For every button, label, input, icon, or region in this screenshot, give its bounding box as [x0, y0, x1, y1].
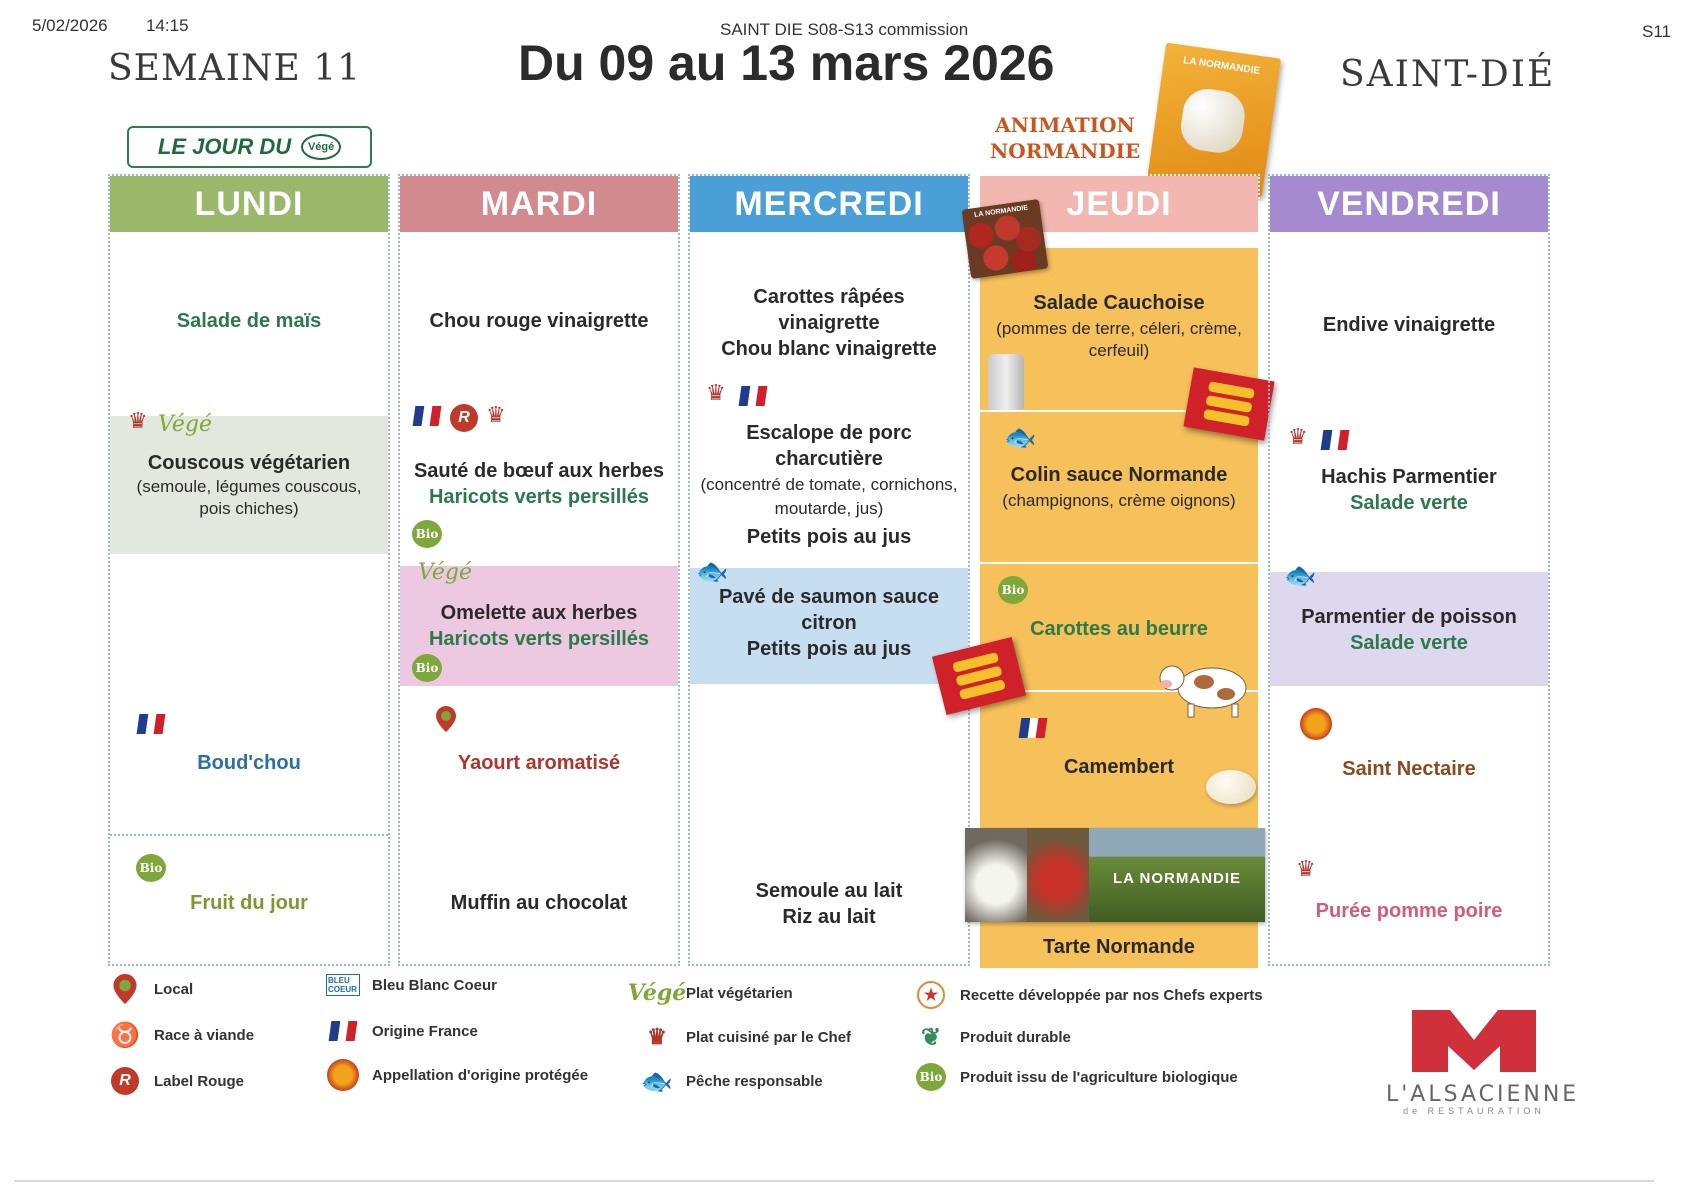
star-badge-icon: ★ [914, 980, 948, 1010]
dairy-photo [965, 828, 1027, 922]
cow-head-icon: ♉ [110, 1021, 140, 1049]
legend-local-label: Local [154, 980, 194, 998]
print-time: 14:15 [146, 16, 189, 35]
bio-icon: Bio [136, 854, 166, 882]
vege-day-badge [127, 126, 372, 168]
jeudi-entree-detail: (pommes de terre, céleri, crème, cerfeuil) [996, 319, 1242, 360]
legend-origine-france-label: Origine France [372, 1022, 478, 1040]
leaf-icon: ❦ [920, 1023, 942, 1051]
legend-peche-label: Pêche responsable [686, 1072, 823, 1090]
heart-logo-icon [1412, 1006, 1536, 1072]
france-flag-icon [1321, 430, 1350, 450]
print-code: S11 [1642, 22, 1671, 41]
apple-photo [1027, 828, 1089, 922]
jeudi-plat-detail: (champignons, crème oignons) [1002, 491, 1236, 510]
mercredi-entree-1: Carottes râpées [753, 286, 905, 308]
logo-name: L'ALSACIENNE [1386, 1082, 1580, 1107]
chef-hat-icon: ♛ [1296, 856, 1316, 881]
mardi-alt-plat: Omelette aux herbes [440, 602, 638, 624]
legend-aop [326, 1060, 588, 1090]
vege-icon: Végé [627, 980, 687, 1006]
mercredi-dessert-2: Riz au lait [782, 906, 876, 928]
fish-icon: 🐟 [1004, 422, 1037, 452]
legend-durable-label: Produit durable [960, 1028, 1071, 1046]
mercredi-plat-2: charcutière [775, 448, 883, 470]
fish-icon: 🐟 [1284, 560, 1317, 590]
lundi-plat: Couscous végétarien [147, 452, 351, 474]
mardi-alt-accomp: Haricots verts persillés [428, 628, 650, 650]
mercredi-alt-plat-1: Pavé de saumon sauce [718, 586, 940, 608]
normandie-photo-strip [965, 828, 1265, 922]
print-date: 5/02/2026 [32, 16, 108, 35]
france-flag-icon [739, 386, 768, 406]
city-label: SAINT-DIÉ [1340, 54, 1556, 95]
label-rouge-icon: R [108, 1066, 142, 1096]
vendredi-laitage: Saint Nectaire [1342, 758, 1476, 780]
legend-bio [914, 1062, 1238, 1092]
legend-label-rouge [108, 1066, 244, 1096]
jeudi-divider-2 [980, 562, 1258, 564]
chef-hat-icon: ♛ [128, 408, 148, 433]
vege-icon: Végé [158, 412, 212, 437]
mardi-plat-accomp: Haricots verts persillés [428, 486, 650, 508]
vendredi-alt-plat: Parmentier de poisson [1301, 606, 1517, 628]
lundi-entree: Salade de maïs [176, 310, 322, 332]
france-flag-icon [413, 406, 442, 426]
mercredi-alt-plat-2: citron [801, 612, 857, 634]
landscape-photo [1089, 828, 1265, 922]
legend-race-label: Race à viande [154, 1026, 255, 1044]
day-header-mercredi: MERCREDI [690, 176, 968, 232]
france-flag-icon [137, 714, 166, 734]
mardi-plat: Sauté de bœuf aux herbes [413, 460, 665, 482]
vege-day-text: LE JOUR DU [157, 134, 292, 159]
jeudi-dessert: Tarte Normande [1043, 936, 1195, 958]
apples-label: LA NORMANDIE [973, 204, 1029, 220]
column-mardi [398, 174, 680, 966]
chef-hat-icon: ♛ [647, 1024, 667, 1049]
bio-icon: Bio [914, 1062, 948, 1092]
legend-durable [914, 1022, 1071, 1052]
legend-recette-label: Recette développée par nos Chefs experts [960, 986, 1263, 1004]
vendredi-entree: Endive vinaigrette [1322, 314, 1496, 336]
mardi-laitage: Yaourt aromatisé [457, 752, 621, 774]
column-mercredi [688, 174, 970, 966]
mardi-dessert: Muffin au chocolat [450, 892, 628, 914]
aop-icon [326, 1060, 360, 1090]
legend-bbc-label: Bleu Blanc Coeur [372, 976, 498, 994]
legend-local [108, 974, 193, 1004]
vendredi-plat-accomp: Salade verte [1350, 492, 1468, 514]
vege-logo-icon: Végé [301, 134, 341, 160]
bio-icon: Bio [412, 520, 442, 548]
chef-hat-icon: ♛ [706, 380, 726, 405]
day-header-jeudi: JEUDI [980, 176, 1258, 232]
book-title: LA NORMANDIE [1182, 55, 1261, 77]
legend-chef [640, 1022, 851, 1052]
column-vendredi [1268, 174, 1550, 966]
mardi-entree: Chou rouge vinaigrette [429, 310, 649, 332]
jeudi-plat: Colin sauce Normande [1010, 464, 1228, 486]
mercredi-plat-detail-1: (concentré de tomate, cornichons, [700, 475, 958, 494]
page-title: Du 09 au 13 mars 2026 [518, 35, 1055, 91]
column-lundi [108, 174, 390, 966]
logo-subname: de RESTAURATION [1403, 1106, 1545, 1116]
legend-bio-label: Produit issu de l'agriculture biologique [960, 1068, 1238, 1086]
legend-aop-label: Appellation d'origine protégée [372, 1066, 589, 1084]
bottom-rule [14, 1180, 1654, 1182]
bio-icon: Bio [412, 654, 442, 682]
camembert-image [1206, 770, 1256, 804]
mercredi-entree-3: Chou blanc vinaigrette [721, 338, 937, 360]
legend-recette [914, 980, 1263, 1010]
mercredi-entree-2: vinaigrette [778, 312, 880, 334]
animation-line-2: NORMANDIE [990, 139, 1141, 163]
day-header-vendredi: VENDREDI [1270, 176, 1548, 232]
vege-icon: Végé [418, 560, 472, 585]
cow-image [1154, 656, 1254, 718]
mercredi-dessert-1: Semoule au lait [755, 880, 903, 902]
legend-chef-label: Plat cuisiné par le Chef [686, 1028, 852, 1046]
jeudi-laitage: Camembert [1063, 756, 1175, 778]
label-rouge-icon: R [450, 404, 478, 432]
legend-bbc [326, 970, 497, 1000]
cheese-map-icon [1178, 86, 1248, 156]
france-flag-icon [326, 1016, 360, 1046]
lundi-plat-detail: (semoule, légumes couscous, pois chiches) [136, 477, 362, 518]
aop-icon [1300, 708, 1332, 740]
legend-peche [640, 1066, 823, 1096]
week-label: SEMAINE 11 [108, 48, 362, 89]
photo-label: LA NORMANDIE [1112, 870, 1242, 887]
day-header-mardi: MARDI [400, 176, 678, 232]
lundi-dessert: Fruit du jour [190, 892, 308, 914]
legend-vegetarien [627, 978, 793, 1008]
legend-origine-france [326, 1016, 478, 1046]
fish-icon: 🐟 [640, 1065, 674, 1096]
mercredi-plat-detail-2: moutarde, jus) [774, 499, 884, 518]
apples-image [962, 199, 1049, 279]
lundi-laitage: Boud'chou [197, 752, 301, 774]
local-pin-icon [108, 974, 142, 1004]
france-flag-icon [1019, 718, 1048, 738]
jeudi-accomp: Carottes au beurre [1030, 618, 1208, 640]
chef-hat-icon: ♛ [486, 402, 506, 427]
vendredi-plat: Hachis Parmentier [1321, 466, 1497, 488]
animation-label [990, 112, 1140, 164]
vendredi-alt-accomp: Salade verte [1350, 632, 1468, 654]
day-header-lundi: LUNDI [110, 176, 388, 232]
chef-hat-icon: ♛ [1288, 424, 1308, 449]
bleu-blanc-coeur-icon: BLEU COEUR [326, 970, 360, 1000]
commission-label: SAINT DIE S08-S13 commission [720, 20, 969, 39]
mercredi-alt-accomp: Petits pois au jus [746, 638, 912, 660]
mercredi-plat-1: Escalope de porc [746, 422, 912, 444]
legend-race [108, 1020, 254, 1050]
milk-can-image [988, 354, 1024, 410]
lundi-divider [110, 834, 388, 836]
alsacienne-logo [1386, 1006, 1580, 1116]
legend-vegetarien-label: Plat végétarien [686, 984, 793, 1002]
animation-line-1: ANIMATION [995, 113, 1135, 137]
jeudi-entree: Salade Cauchoise [1033, 292, 1205, 314]
bio-icon: Bio [998, 576, 1028, 604]
vendredi-dessert: Purée pomme poire [1315, 900, 1503, 922]
legend-label-rouge-label: Label Rouge [154, 1072, 245, 1090]
local-pin-icon [436, 706, 456, 732]
fish-icon: 🐟 [696, 556, 729, 586]
mercredi-plat-accomp: Petits pois au jus [746, 526, 912, 548]
